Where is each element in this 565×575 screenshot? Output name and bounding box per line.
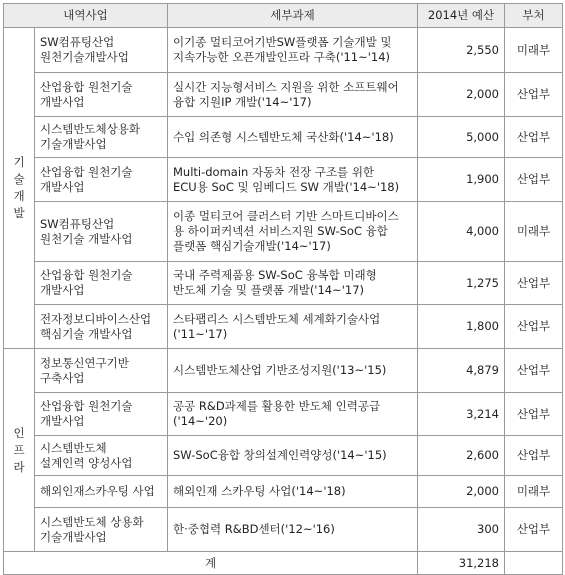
category-char: 발 <box>13 206 25 220</box>
program-cell-line: 산업융합 원천기술 <box>40 268 133 282</box>
budget-cell: 1,800 <box>418 305 505 349</box>
dept-cell: 산업부 <box>505 508 563 552</box>
category-char: 술 <box>13 172 25 186</box>
task-cell-line: 실시간 지능형서비스 지원을 위한 소프트웨어 <box>173 79 399 94</box>
program-cell-line: 시스템반도체상용화 <box>40 122 140 136</box>
budget-cell: 4,879 <box>418 349 505 393</box>
table-row <box>4 117 563 158</box>
task-cell <box>168 262 418 305</box>
program-cell <box>35 508 168 552</box>
budget-cell: 2,000 <box>418 73 505 117</box>
category-char: 프 <box>13 442 25 457</box>
budget-table <box>3 3 563 575</box>
task-cell-line: 플랫폼 핵심기술개발('14~'17) <box>173 239 331 253</box>
dept-cell: 산업부 <box>505 262 563 305</box>
program-cell-line: 원천기술 개발사업 <box>40 231 133 246</box>
task-cell-line: 국내 주력제품용 SW-SoC 융복합 미래형 <box>173 268 377 282</box>
budget-cell: 5,000 <box>418 117 505 158</box>
program-cell-line: 기술개발사업 <box>40 137 107 151</box>
task-cell-line: ECU용 SoC 및 임베디드 SW 개발('14~'18) <box>173 179 400 194</box>
budget-cell: 2,600 <box>418 436 505 476</box>
program-cell-line: 개발사업 <box>40 283 85 297</box>
budget-cell: 3,214 <box>418 393 505 436</box>
program-cell-line: 개발사업 <box>40 94 85 109</box>
total-dept-empty <box>505 552 563 575</box>
program-cell-line: 시스템반도체 <box>40 440 107 455</box>
task-cell <box>168 117 418 158</box>
dept-cell: 산업부 <box>505 305 563 349</box>
table-row <box>4 28 563 73</box>
program-cell-line: 설계인력 양성사업 <box>40 455 133 470</box>
category-char: 기 <box>13 155 25 169</box>
task-cell <box>168 393 418 436</box>
program-cell <box>35 73 168 117</box>
program-cell-line: SW컴퓨팅산업 <box>40 35 115 49</box>
header-row <box>4 4 563 28</box>
task-cell-line: 융합 지원IP 개발('14~'17) <box>173 94 312 109</box>
program-cell <box>35 393 168 436</box>
program-cell <box>35 28 168 73</box>
table-row <box>4 436 563 476</box>
task-cell <box>168 436 418 476</box>
dept-cell: 미래부 <box>505 476 563 508</box>
program-cell <box>35 158 168 202</box>
table-row <box>4 393 563 436</box>
task-cell <box>168 158 418 202</box>
total-budget: 31,218 <box>418 552 505 575</box>
program-cell-line: 정보통신연구기반 <box>40 355 129 370</box>
budget-cell: 1,275 <box>418 262 505 305</box>
header-budget: 2014년 예산 <box>418 4 505 28</box>
program-cell-line: 해외인재스카우팅 사업 <box>40 484 155 498</box>
category-char: 인 <box>13 425 25 440</box>
category-char: 개 <box>13 189 25 203</box>
table-row <box>4 349 563 393</box>
task-cell-line: ('14~'20) <box>173 414 228 428</box>
program-cell-line: 기술개발사업 <box>40 529 107 544</box>
task-cell-line: 스타팹리스 시스템반도체 세계화기술사업 <box>173 311 381 326</box>
task-cell-line: 수입 의존형 시스템반도체 국산화('14~'18) <box>173 129 394 144</box>
task-cell <box>168 305 418 349</box>
program-cell <box>35 262 168 305</box>
header-task: 세부과제 <box>168 4 418 28</box>
task-cell-line: 시스템반도체산업 기반조성지원('13~'15) <box>173 363 387 377</box>
category-infra <box>4 349 35 552</box>
program-cell-line: 개발사업 <box>40 179 85 194</box>
program-cell-line: 산업융합 원천기술 <box>40 399 133 413</box>
table-row <box>4 476 563 508</box>
program-cell-line: SW컴퓨팅산업 <box>40 216 115 231</box>
header-program: 내역사업 <box>4 4 168 28</box>
task-cell <box>168 508 418 552</box>
dept-cell: 산업부 <box>505 117 563 158</box>
program-cell <box>35 202 168 262</box>
header-dept: 부처 <box>505 4 563 28</box>
program-cell-line: 전자정보디바이스산업 <box>40 311 152 326</box>
table-row <box>4 508 563 552</box>
program-cell <box>35 436 168 476</box>
task-cell <box>168 28 418 73</box>
program-cell-line: 구축사업 <box>40 370 85 385</box>
budget-cell: 4,000 <box>418 202 505 262</box>
table-row <box>4 158 563 202</box>
dept-cell: 미래부 <box>505 28 563 73</box>
table-row <box>4 202 563 262</box>
task-cell-line: SW-SoC융합 창의설계인력양성('14~'15) <box>173 448 387 462</box>
total-label: 계 <box>4 552 418 575</box>
program-cell-line: 개발사업 <box>40 414 85 428</box>
program-cell-line: 산업융합 원천기술 <box>40 79 133 94</box>
task-cell-line: 용 하이퍼커넥션 서비스지원 SW-SoC 융합 <box>173 224 388 238</box>
task-cell-line: 한·중협력 R&BD센터('12~'16) <box>173 522 335 536</box>
program-cell-line: 핵심기술 개발사업 <box>40 326 133 341</box>
task-cell-line: 이기종 멀티코어기반SW플랫폼 기술개발 및 <box>173 35 392 49</box>
program-cell-line: 산업융합 원천기술 <box>40 164 133 179</box>
program-cell <box>35 117 168 158</box>
task-cell-line: 지속가능한 오픈개발인프라 구축('11~'14) <box>173 50 391 64</box>
budget-cell: 2,550 <box>418 28 505 73</box>
table-row <box>4 305 563 349</box>
task-cell <box>168 476 418 508</box>
table-row <box>4 73 563 117</box>
category-char: 라 <box>13 459 25 474</box>
task-cell-line: ('11~'17) <box>173 326 228 341</box>
program-cell <box>35 349 168 393</box>
task-cell <box>168 202 418 262</box>
program-cell-line: 시스템반도체 상용화 <box>40 514 144 529</box>
task-cell-line: 해외인재 스카우팅 사업('14~'18) <box>173 484 346 498</box>
table-body <box>4 28 563 575</box>
task-cell-line: Multi-domain 자동차 전장 구조를 위한 <box>173 164 375 179</box>
task-cell <box>168 349 418 393</box>
program-cell <box>35 476 168 508</box>
task-cell <box>168 73 418 117</box>
total-row <box>4 552 563 575</box>
dept-cell: 산업부 <box>505 158 563 202</box>
task-cell-line: 공공 R&D과제를 활용한 반도체 인력공급 <box>173 399 381 413</box>
category-tech-dev <box>4 28 35 349</box>
dept-cell: 산업부 <box>505 436 563 476</box>
dept-cell: 산업부 <box>505 393 563 436</box>
table-row <box>4 262 563 305</box>
dept-cell: 미래부 <box>505 202 563 262</box>
task-cell-line: 반도체 기술 및 플랫폼 개발('14~'17) <box>173 283 365 297</box>
dept-cell: 산업부 <box>505 73 563 117</box>
budget-cell: 300 <box>418 508 505 552</box>
dept-cell: 산업부 <box>505 349 563 393</box>
budget-cell: 1,900 <box>418 158 505 202</box>
task-cell-line: 이종 멀티코어 클러스터 기반 스마트디바이스 <box>173 209 399 223</box>
program-cell-line: 원천기술개발사업 <box>40 50 129 64</box>
budget-cell: 2,000 <box>418 476 505 508</box>
program-cell <box>35 305 168 349</box>
